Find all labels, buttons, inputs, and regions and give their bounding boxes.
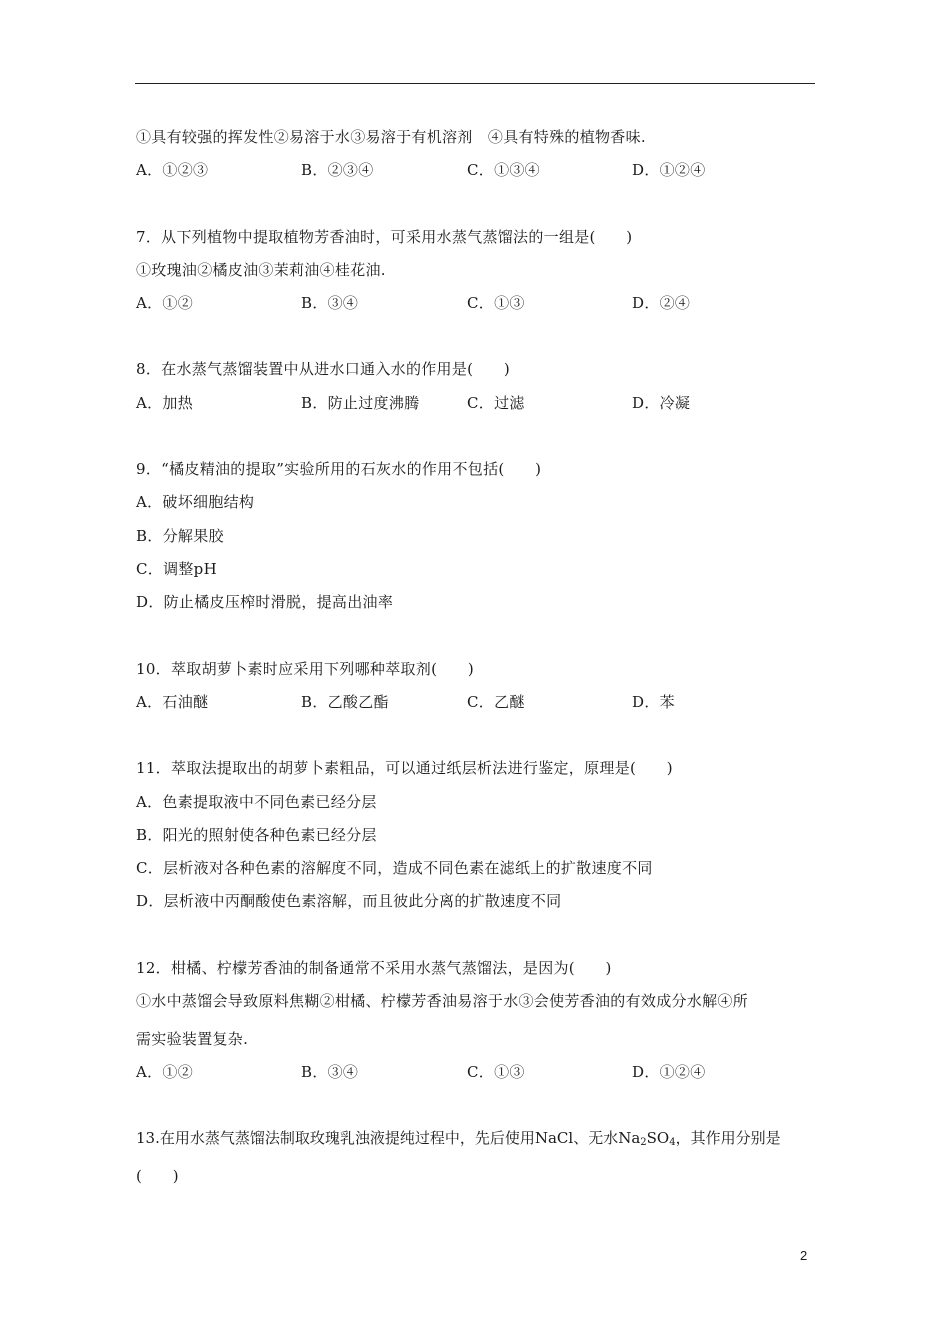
q10-option-d: D．苯 <box>632 693 675 711</box>
q12-option-d: D．①②④ <box>632 1063 706 1081</box>
q13-sub-4: 4 <box>669 1137 676 1148</box>
q7-option-d: D．②④ <box>632 294 691 312</box>
q13-stem <box>136 1128 781 1153</box>
q6-option-d: D．①②④ <box>632 161 706 179</box>
q9-option-b: B．分解果胶 <box>136 527 224 545</box>
q7-stem: 7．从下列植物中提取植物芳香油时，可采用水蒸气蒸馏法的一组是( ) <box>136 228 633 246</box>
q13-stem-part3: ，其作用分别是 <box>675 1129 781 1147</box>
q13-stem-part1: 13.在用水蒸气蒸馏法制取玫瑰乳浊液提纯过程中，先后使用NaCl、无水Na <box>136 1129 641 1147</box>
q10-stem: 10．萃取胡萝卜素时应采用下列哪种萃取剂( ) <box>136 660 474 678</box>
q6-option-b: B．②③④ <box>301 161 374 179</box>
q11-option-b: B．阳光的照射使各种色素已经分层 <box>136 826 377 844</box>
header-rule <box>135 83 815 84</box>
q9-stem: 9．“橘皮精油的提取”实验所用的石灰水的作用不包括( ) <box>136 460 542 478</box>
q10-option-b: B．乙酸乙酯 <box>301 693 389 711</box>
q10-option-a: A．石油醚 <box>136 693 209 711</box>
q6-stem: ①具有较强的挥发性②易溶于水③易溶于有机溶剂 ④具有特殊的植物香味. <box>136 128 646 146</box>
q6-option-a: A．①②③ <box>136 161 209 179</box>
q8-option-d: D．冷凝 <box>632 394 691 412</box>
q12-sub-line1: ①水中蒸馏会导致原料焦糊②柑橘、柠檬芳香油易溶于水③会使芳香油的有效成分水解④所 <box>136 992 749 1010</box>
page-number: 2 <box>800 1248 808 1263</box>
q8-option-b: B．防止过度沸腾 <box>301 394 420 412</box>
q7-sub: ①玫瑰油②橘皮油③茉莉油④桂花油. <box>136 261 386 279</box>
q7-option-c: C．①③ <box>467 294 525 312</box>
q8-stem: 8．在水蒸气蒸馏装置中从进水口通入水的作用是( ) <box>136 360 511 378</box>
q11-stem: 11．萃取法提取出的胡萝卜素粗品，可以通过纸层析法进行鉴定，原理是( ) <box>136 759 673 777</box>
q9-option-d: D．防止橘皮压榨时滑脱，提高出油率 <box>136 593 394 611</box>
q11-option-a: A．色素提取液中不同色素已经分层 <box>136 793 377 811</box>
q13-answer-paren: ( ) <box>136 1167 179 1185</box>
q9-option-a: A．破坏细胞结构 <box>136 493 255 511</box>
q7-option-a: A．①② <box>136 294 194 312</box>
q8-option-a: A．加热 <box>136 394 194 412</box>
q12-sub-line2: 需实验装置复杂. <box>136 1030 249 1048</box>
q8-option-c: C．过滤 <box>467 394 525 412</box>
q12-stem: 12．柑橘、柠檬芳香油的制备通常不采用水蒸气蒸馏法，是因为( ) <box>136 959 612 977</box>
q13-stem-part2: SO <box>646 1129 670 1147</box>
q11-option-d: D．层析液中丙酮酸使色素溶解，而且彼此分离的扩散速度不同 <box>136 892 562 910</box>
q12-option-b: B．③④ <box>301 1063 359 1081</box>
q12-option-c: C．①③ <box>467 1063 525 1081</box>
q7-option-b: B．③④ <box>301 294 359 312</box>
q12-option-a: A．①② <box>136 1063 194 1081</box>
q13-sub-2: 2 <box>640 1137 647 1148</box>
q9-option-c: C．调整pH <box>136 560 217 578</box>
q6-option-c: C．①③④ <box>467 161 540 179</box>
q10-option-c: C．乙醚 <box>467 693 525 711</box>
q11-option-c: C．层析液对各种色素的溶解度不同，造成不同色素在滤纸上的扩散速度不同 <box>136 859 653 877</box>
